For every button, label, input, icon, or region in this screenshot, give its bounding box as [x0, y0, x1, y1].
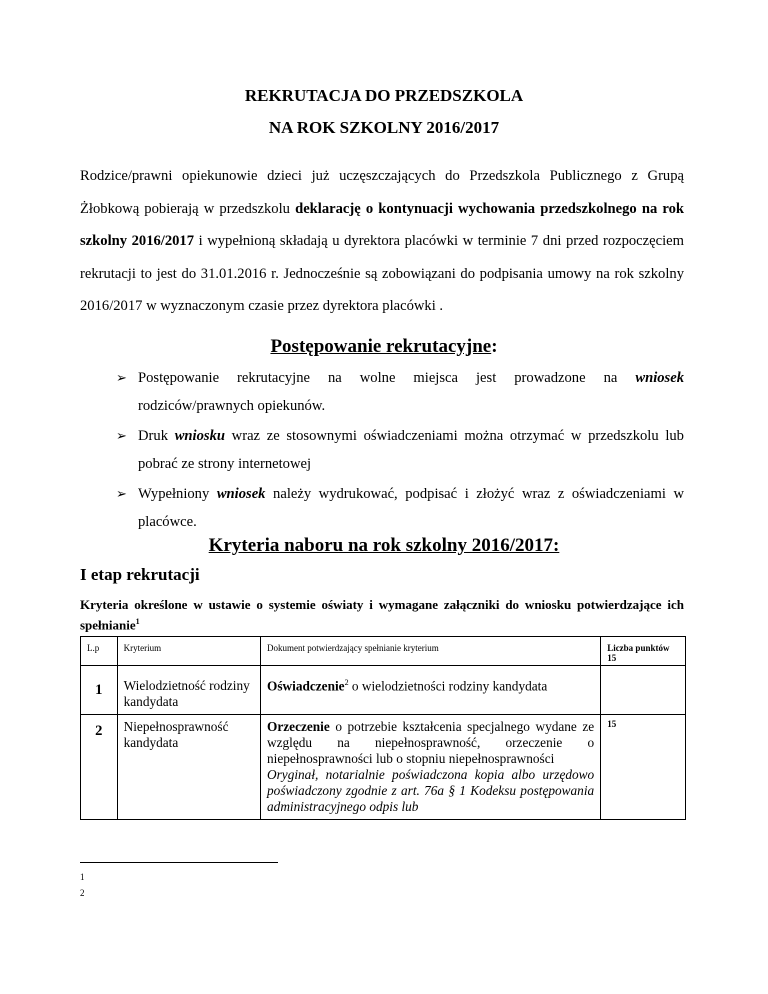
arrow-bullet-icon: ➢ — [116, 370, 127, 385]
section-heading-colon: : — [491, 336, 498, 357]
header-kryterium: Kryterium — [117, 637, 260, 666]
bullet-text: wraz ze stosownymi oświadczeniami można otrzymać w przedszkolu lub pobrać ze strony internetowej — [138, 428, 684, 472]
row-lp — [81, 715, 118, 820]
table-row — [81, 715, 686, 820]
row-lp — [81, 666, 118, 715]
row-kryterium: Wielodzietność rodziny kandydata — [117, 666, 260, 715]
header-punkty — [601, 637, 686, 666]
row-lp-value: 1 — [95, 682, 103, 698]
list-item — [116, 480, 684, 536]
page-title: REKRUTACJA DO PRZEDSZKOLA — [244, 86, 524, 105]
bullet-text: należy wydrukować, podpisać i złożyć wraz z oświadczeniami w placówce. — [138, 486, 684, 530]
kryteria-text: Kryteria określone w ustawie o systemie oświaty i wymagane załączniki do wniosku potwierdzające ich spełnianie — [80, 597, 684, 633]
arrow-bullet-icon: ➢ — [116, 428, 127, 443]
footnote-ref: 2 — [344, 678, 349, 687]
header-lp: L.p — [81, 637, 118, 666]
intro-text-bold: deklarację o kontynuacji wychowania przedszkolnego na rok szkolny 2016/2017 — [80, 200, 685, 249]
row-dokument-bold: Orzeczenie — [267, 719, 330, 734]
footnote-1: 1 — [80, 872, 85, 882]
list-item — [116, 364, 684, 420]
bullet-text: Wypełniony — [138, 486, 217, 502]
footnote-divider — [80, 862, 278, 863]
row-dokument-text: o potrzebie kształcenia specjalnego wydane ze względu na niepełnosprawność, orzeczenie o niepełnosprawności lub o stopniu niepełnosprawności — [267, 719, 595, 766]
bullet-list — [116, 364, 684, 538]
bullet-text: Druk — [138, 428, 175, 444]
kryteria-intro — [80, 596, 684, 633]
row-punkty — [601, 715, 686, 820]
row-dokument — [261, 666, 601, 715]
footnote-2: 2 — [80, 888, 85, 898]
row-kryterium: Niepełnosprawność kandydata — [117, 715, 260, 820]
row-dokument-italic: Oryginał, notarialnie poświadczona kopia albo urzędowo poświadczony zgodnie z art. 76a § 1 Kodeksu postępowania administracyjnego odpis lub — [267, 767, 595, 814]
page-subtitle: NA ROK SZKOLNY 2016/2017 — [268, 118, 500, 137]
section-heading-kryteria — [0, 535, 768, 557]
header-punkty-label: Liczba punktów — [607, 643, 670, 653]
row-dokument-bold: Oświadczenie — [267, 678, 345, 694]
bullet-text: Postępowanie rekrutacyjne na wolne miejsca jest prowadzone na — [138, 370, 636, 386]
bullet-emphasis: wniosek — [216, 486, 266, 502]
section-heading-kryteria-text: Kryteria naboru na rok szkolny 2016/2017: — [208, 535, 560, 556]
row-dokument — [261, 715, 601, 820]
bullet-text: rodziców/prawnych opiekunów. — [138, 398, 326, 414]
intro-text-1: Rodzice/prawni opiekunowie dzieci już uczęszczających do Przedszkola Publicznego z Grupą Żłobkową pobierają w przedszkolu — [80, 168, 684, 217]
table-row — [81, 666, 686, 715]
bullet-emphasis: wniosek — [635, 370, 684, 386]
bullet-emphasis: wniosku — [174, 428, 225, 444]
table-header-row — [81, 637, 686, 666]
etap-heading: I etap rekrutacji — [80, 565, 200, 584]
row-punkty — [601, 666, 686, 715]
intro-paragraph — [80, 160, 684, 323]
header-dokument: Dokument potwierdzający spełnianie kryterium — [261, 637, 601, 666]
intro-text-2: i wypełnioną składają u dyrektora placówki w terminie 7 dni przed rozpoczęciem rekrutacji to jest do 31.01.2016 r. Jednocześnie są zobowiązani do podpisania umowy na rok szkolny 2016/2017 w wyznaczonym czasie przez dyrektora placówki . — [80, 233, 684, 314]
row-dokument-text: o wielodzietności rodziny kandydata — [348, 678, 548, 694]
header-punkty-value: 15 — [607, 653, 617, 663]
section-heading-postepowanie-text: Postępowanie rekrutacyjne — [270, 336, 492, 357]
list-item — [116, 422, 684, 478]
section-heading-postepowanie — [0, 336, 768, 358]
row-punkty-value: 15 — [607, 719, 617, 729]
row-lp-value: 2 — [95, 723, 103, 739]
arrow-bullet-icon: ➢ — [116, 486, 127, 501]
footnote-ref: 1 — [135, 617, 140, 626]
criteria-table — [80, 636, 686, 820]
